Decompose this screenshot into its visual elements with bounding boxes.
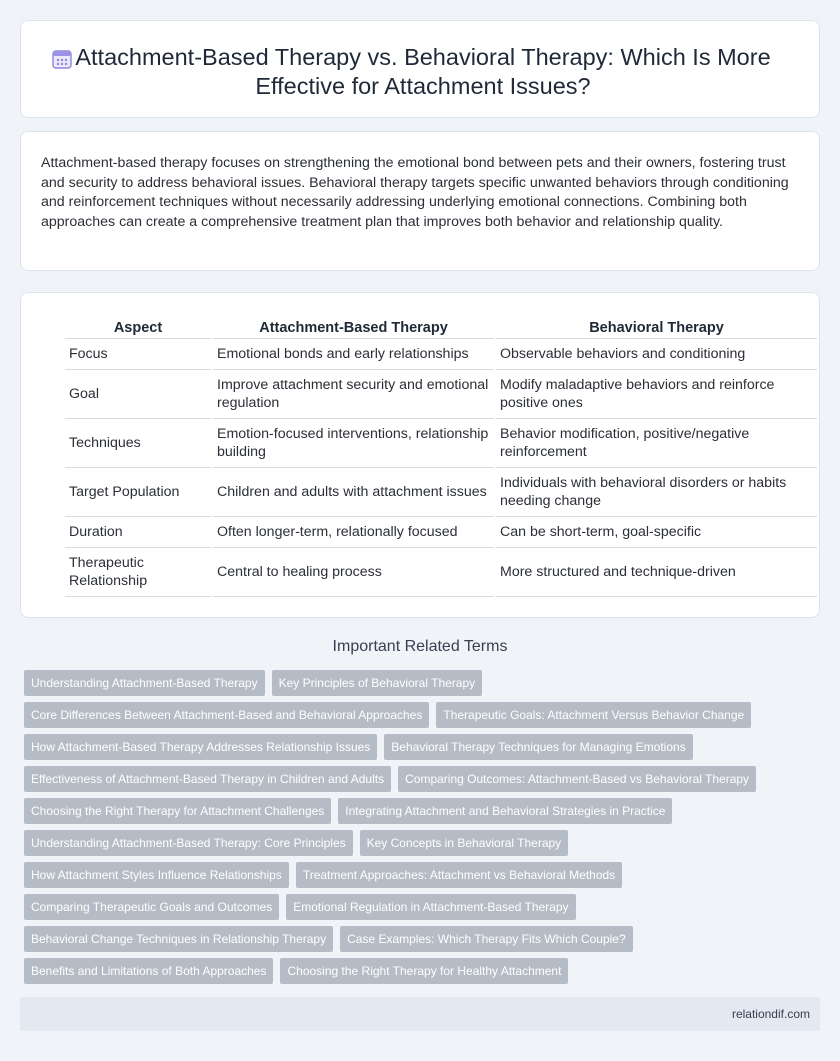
table-row <box>65 339 817 370</box>
table-cell: Observable behaviors and conditioning <box>496 339 817 370</box>
related-term-tag[interactable]: Key Concepts in Behavioral Therapy <box>360 830 569 856</box>
table-row <box>65 419 817 468</box>
related-term-tag[interactable]: Therapeutic Goals: Attachment Versus Behavior Change <box>436 702 751 728</box>
related-term-tag[interactable]: Comparing Outcomes: Attachment-Based vs Behavioral Therapy <box>398 766 756 792</box>
table-cell: Modify maladaptive behaviors and reinforce positive ones <box>496 370 817 419</box>
footer-site-link[interactable]: relationdif.com <box>731 1007 810 1021</box>
table-cell: Therapeutic Relationship <box>65 548 211 597</box>
related-term-tag[interactable]: Case Examples: Which Therapy Fits Which Couple? <box>340 926 633 952</box>
table-cell: Goal <box>65 370 211 419</box>
related-term-tag[interactable]: Understanding Attachment-Based Therapy: Core Principles <box>24 830 353 856</box>
related-term-tag[interactable]: Behavioral Therapy Techniques for Managing Emotions <box>384 734 692 760</box>
related-term-tag[interactable]: Integrating Attachment and Behavioral Strategies in Practice <box>338 798 672 824</box>
summary-card <box>20 131 820 271</box>
summary-text: Attachment-based therapy focuses on strengthening the emotional bond between pets and their owners, fostering trust and security to address behavioral issues. Behavioral therapy targets specific unwanted behaviors through conditioning and reinforcement techniques without necessarily addressing underlying emotional connections. Combining both approaches can create a comprehensive treatment plan that improves both behavior and relationship quality. <box>41 155 789 230</box>
title-card <box>20 20 820 118</box>
related-term-tag[interactable]: Benefits and Limitations of Both Approaches <box>24 958 273 984</box>
related-term-tag[interactable]: How Attachment Styles Influence Relationships <box>24 862 289 888</box>
table-cell: More structured and technique-driven <box>496 548 817 597</box>
table-cell: Emotional bonds and early relationships <box>213 339 494 370</box>
related-term-tag[interactable]: Behavioral Change Techniques in Relationship Therapy <box>24 926 333 952</box>
table-header-row <box>65 317 817 339</box>
table-cell: Techniques <box>65 419 211 468</box>
related-term-tag[interactable]: Comparing Therapeutic Goals and Outcomes <box>24 894 279 920</box>
page-title: Attachment-Based Therapy vs. Behavioral Therapy: Which Is More Effective for Attachment Issues? <box>75 44 771 99</box>
table-cell: Focus <box>65 339 211 370</box>
footer <box>20 997 820 1031</box>
table-cell: Can be short-term, goal-specific <box>496 517 817 548</box>
related-terms-heading: Important Related Terms <box>332 638 508 655</box>
header-behavioral: Behavioral Therapy <box>496 317 817 339</box>
header-aspect: Aspect <box>65 317 211 339</box>
table-cell: Central to healing process <box>213 548 494 597</box>
related-term-tag[interactable]: Core Differences Between Attachment-Based and Behavioral Approaches <box>24 702 429 728</box>
comparison-table <box>63 317 819 597</box>
table-cell: Emotion-focused interventions, relationship building <box>213 419 494 468</box>
related-term-tag[interactable]: How Attachment-Based Therapy Addresses Relationship Issues <box>24 734 377 760</box>
related-term-tag[interactable]: Choosing the Right Therapy for Attachment Challenges <box>24 798 331 824</box>
related-term-tag[interactable]: Emotional Regulation in Attachment-Based Therapy <box>286 894 575 920</box>
comparison-card <box>20 292 820 618</box>
table-cell: Children and adults with attachment issues <box>213 468 494 517</box>
table-row <box>65 370 817 419</box>
table-cell: Often longer-term, relationally focused <box>213 517 494 548</box>
table-cell: Target Population <box>65 468 211 517</box>
related-term-tag[interactable]: Understanding Attachment-Based Therapy <box>24 670 265 696</box>
header-attachment: Attachment-Based Therapy <box>213 317 494 339</box>
table-row <box>65 517 817 548</box>
table-cell: Improve attachment security and emotional regulation <box>213 370 494 419</box>
table-row <box>65 468 817 517</box>
table-cell: Duration <box>65 517 211 548</box>
related-term-tag[interactable]: Key Principles of Behavioral Therapy <box>272 670 483 696</box>
related-term-tag[interactable]: Treatment Approaches: Attachment vs Behavioral Methods <box>296 862 622 888</box>
table-cell: Behavior modification, positive/negative reinforcement <box>496 419 817 468</box>
table-cell: Individuals with behavioral disorders or habits needing change <box>496 468 817 517</box>
related-terms-list <box>24 670 804 984</box>
related-term-tag[interactable]: Effectiveness of Attachment-Based Therapy in Children and Adults <box>24 766 391 792</box>
related-term-tag[interactable]: Choosing the Right Therapy for Healthy Attachment <box>280 958 568 984</box>
table-row <box>65 548 817 597</box>
